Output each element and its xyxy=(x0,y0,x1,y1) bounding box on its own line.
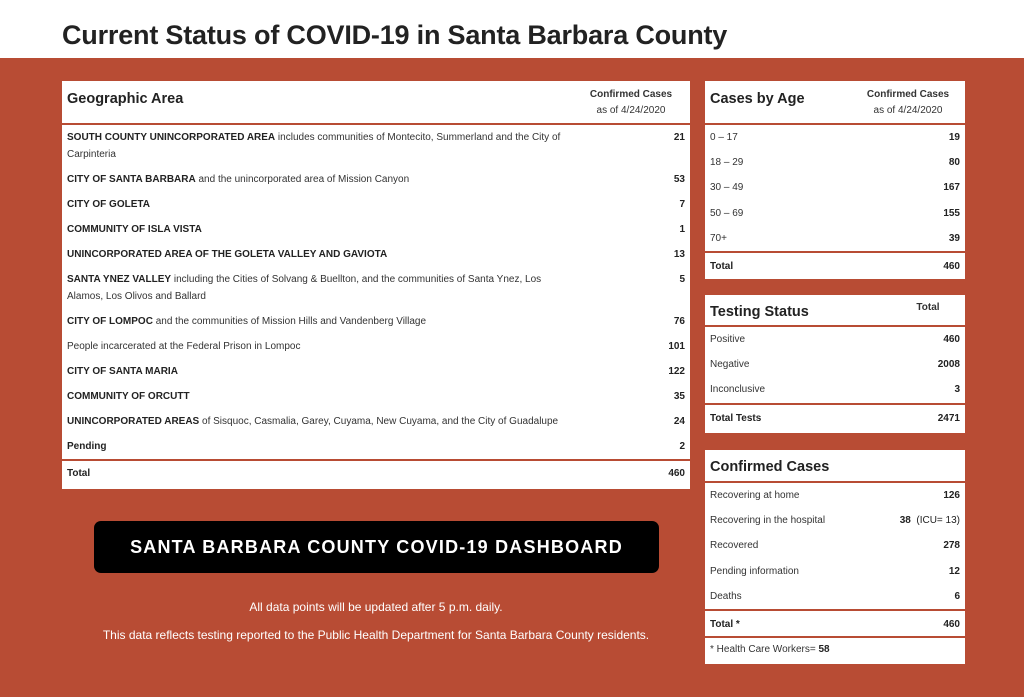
geo-column-header xyxy=(586,87,676,119)
cases-by-age-table xyxy=(705,81,965,279)
geo-row-value: 7 xyxy=(679,199,685,210)
age-value-number: 167 xyxy=(943,182,960,194)
geo-area-detail: including the Cities of Solvang & Buellton, and the communities of Santa Ynez, Los Alamos, Los Olivos and Ballard xyxy=(67,274,542,302)
geo-row-label xyxy=(67,246,572,263)
confirmed-footnote-row xyxy=(705,636,965,662)
age-row-label: 50 – 69 xyxy=(710,207,744,219)
age-table-header xyxy=(705,81,965,125)
geo-area-name: CITY OF SANTA MARIA xyxy=(67,366,178,377)
geo-row-label xyxy=(67,129,572,163)
confirmed-value-number: 12 xyxy=(948,565,960,577)
geo-row xyxy=(62,217,690,242)
geo-row-value: 13 xyxy=(673,249,685,260)
confirmed-value-extra: (ICU= 13) xyxy=(910,515,960,527)
confirmed-row-value xyxy=(949,563,960,580)
age-row xyxy=(705,226,965,251)
geo-row-label xyxy=(67,363,572,380)
geo-row xyxy=(62,192,690,217)
confirmed-table-title: Confirmed Cases xyxy=(710,459,830,475)
testing-status-table xyxy=(705,295,965,433)
age-row-value xyxy=(949,154,960,171)
age-row-value xyxy=(949,129,960,146)
geo-rows xyxy=(62,125,690,486)
geo-area-name: SOUTH COUNTY UNINCORPORATED AREA xyxy=(67,132,276,143)
confirmed-row-value xyxy=(943,537,960,554)
confirmed-value-number: 38 xyxy=(899,515,911,527)
geo-area-detail: and the communities of Mission Hills and Vandenberg Village xyxy=(152,316,427,327)
age-value-number: 39 xyxy=(948,232,960,244)
confirmed-row xyxy=(705,508,965,533)
age-row xyxy=(705,175,965,200)
confirmed-value-number: 126 xyxy=(943,490,960,501)
geo-row-label xyxy=(67,313,572,330)
age-value-number: 19 xyxy=(948,132,960,143)
geo-row xyxy=(62,167,690,192)
age-col-date: as of 4/24/2020 xyxy=(873,105,943,116)
age-row-label: 70+ xyxy=(710,232,727,244)
testing-row-label: Positive xyxy=(710,334,746,345)
confirmed-row-label: Pending information xyxy=(710,565,799,577)
confirmed-row-label: Recovering at home xyxy=(710,490,800,501)
geo-row-value: 76 xyxy=(673,316,685,327)
geo-area-detail: and the unincorporated area of Mission Canyon xyxy=(195,174,410,185)
geo-row-value: 35 xyxy=(673,391,685,402)
testing-row xyxy=(705,377,965,402)
confirmed-total-row xyxy=(705,609,965,636)
geo-col-title: Confirmed Cases xyxy=(589,89,673,100)
geo-area-detail: of Sisquoc, Casmalia, Garey, Cuyama, New Cuyama, and the City of Guadalupe xyxy=(199,416,559,427)
testing-table-title: Testing Status xyxy=(710,304,809,320)
geo-area-name: CITY OF LOMPOC xyxy=(67,316,153,327)
geo-table-header xyxy=(62,81,690,125)
geo-row-label xyxy=(67,271,572,305)
age-row xyxy=(705,150,965,175)
age-row-label: 18 – 29 xyxy=(710,157,744,169)
geo-total-label: Total xyxy=(67,468,91,479)
geo-area-detail: People incarcerated at the Federal Prison in Lompoc xyxy=(67,341,301,352)
age-table-title: Cases by Age xyxy=(710,91,805,107)
geo-total-value: 460 xyxy=(668,468,685,479)
confirmed-row xyxy=(705,584,965,609)
confirmed-row-value xyxy=(943,487,960,504)
testing-value-number: 460 xyxy=(943,334,960,345)
geo-area-name: UNINCORPORATED AREA OF THE GOLETA VALLEY AND GAVIOTA xyxy=(67,249,388,260)
geo-row-value: 122 xyxy=(668,366,685,377)
geo-total-row xyxy=(62,459,690,486)
geo-area-name: COMMUNITY OF ORCUTT xyxy=(67,391,190,402)
testing-value-number: 2008 xyxy=(937,359,960,371)
testing-row xyxy=(705,327,965,352)
age-row-value xyxy=(943,205,960,222)
testing-row-label: Inconclusive xyxy=(710,384,766,396)
geo-row xyxy=(62,334,690,359)
age-total-label: Total xyxy=(710,260,734,272)
geo-row-value: 1 xyxy=(679,224,685,235)
geo-row-label xyxy=(67,438,572,455)
age-value-number: 80 xyxy=(948,157,960,169)
confirmed-cases-table xyxy=(705,450,965,664)
testing-row xyxy=(705,352,965,377)
geo-area-detail: includes communities of Montecito, Summerland and the City of Carpinteria xyxy=(67,132,561,160)
confirmed-row-label: Recovered xyxy=(710,540,759,552)
geo-area-name: SANTA YNEZ VALLEY xyxy=(67,274,172,285)
age-column-header xyxy=(863,87,953,119)
geo-col-date: as of 4/24/2020 xyxy=(596,105,666,116)
age-value-number: 155 xyxy=(943,207,960,219)
testing-table-header xyxy=(705,295,965,327)
confirmed-value-number: 278 xyxy=(943,540,960,552)
geographic-area-table xyxy=(62,81,690,489)
confirmed-rows xyxy=(705,483,965,662)
geo-row xyxy=(62,409,690,434)
age-rows xyxy=(705,125,965,278)
testing-value-number: 3 xyxy=(954,384,960,396)
age-row-label: 30 – 49 xyxy=(710,182,744,194)
confirmed-total-label: Total * xyxy=(710,618,740,630)
testing-row-value xyxy=(943,331,960,348)
geo-area-name: Pending xyxy=(67,441,107,452)
geo-row-label xyxy=(67,196,572,213)
age-total-row xyxy=(705,251,965,278)
geo-area-name: CITY OF SANTA BARBARA xyxy=(67,174,196,185)
age-col-title: Confirmed Cases xyxy=(866,89,950,100)
geo-row-label xyxy=(67,413,572,430)
geo-row xyxy=(62,359,690,384)
geo-table-title: Geographic Area xyxy=(67,91,184,107)
age-row xyxy=(705,201,965,226)
testing-total-label: Total Tests xyxy=(710,412,762,424)
confirmed-value-number: 6 xyxy=(954,590,960,602)
confirmed-table-header xyxy=(705,450,965,483)
geo-row-label xyxy=(67,338,572,355)
confirmed-row-value xyxy=(954,588,960,605)
data-source-note: This data reflects testing reported to the Public Health Department for Santa Barbara County residents. xyxy=(102,628,650,642)
age-row-label: 0 – 17 xyxy=(710,132,738,143)
geo-area-name: COMMUNITY OF ISLA VISTA xyxy=(67,224,202,235)
geo-row xyxy=(62,434,690,459)
testing-row-value xyxy=(938,356,960,373)
update-note: All data points will be updated after 5 p.m. daily. xyxy=(249,600,503,614)
testing-row-value xyxy=(954,381,960,398)
testing-row-label: Negative xyxy=(710,359,750,371)
geo-row-value: 53 xyxy=(673,174,685,185)
page-title: Current Status of COVID-19 in Santa Barbara County xyxy=(62,20,728,50)
testing-rows xyxy=(705,327,965,430)
geo-area-name: CITY OF GOLETA xyxy=(67,199,150,210)
confirmed-row-label: Recovering in the hospital xyxy=(710,515,826,527)
footnote-label: * Health Care Workers= xyxy=(710,643,819,655)
health-care-workers-note xyxy=(710,641,830,658)
geo-row xyxy=(62,125,690,167)
geo-row xyxy=(62,242,690,267)
testing-col-title: Total xyxy=(916,302,940,313)
confirmed-row xyxy=(705,533,965,558)
confirmed-row-value xyxy=(900,512,960,529)
confirmed-row-label: Deaths xyxy=(710,590,742,602)
age-total-value: 460 xyxy=(943,260,960,272)
geo-row-value: 2 xyxy=(679,441,685,452)
age-row xyxy=(705,125,965,150)
confirmed-row xyxy=(705,559,965,584)
geo-row-value: 24 xyxy=(673,416,685,427)
confirmed-row xyxy=(705,483,965,508)
testing-total-value: 2471 xyxy=(937,412,960,424)
geo-row-value: 5 xyxy=(679,274,685,285)
geo-row xyxy=(62,384,690,409)
footnote-value: 58 xyxy=(818,643,830,655)
geo-row xyxy=(62,267,690,309)
dashboard-button[interactable]: SANTA BARBARA COUNTY COVID-19 DASHBOARD xyxy=(94,521,659,573)
geo-row-value: 101 xyxy=(668,341,685,352)
age-row-value xyxy=(943,179,960,196)
geo-row xyxy=(62,309,690,334)
geo-row-label xyxy=(67,171,572,188)
geo-row-label xyxy=(67,221,572,238)
age-row-value xyxy=(949,230,960,247)
testing-total-row xyxy=(705,403,965,430)
geo-row-label xyxy=(67,388,572,405)
confirmed-total-value: 460 xyxy=(943,618,960,630)
geo-row-value: 21 xyxy=(673,132,685,143)
geo-area-name: UNINCORPORATED AREAS xyxy=(67,416,200,427)
